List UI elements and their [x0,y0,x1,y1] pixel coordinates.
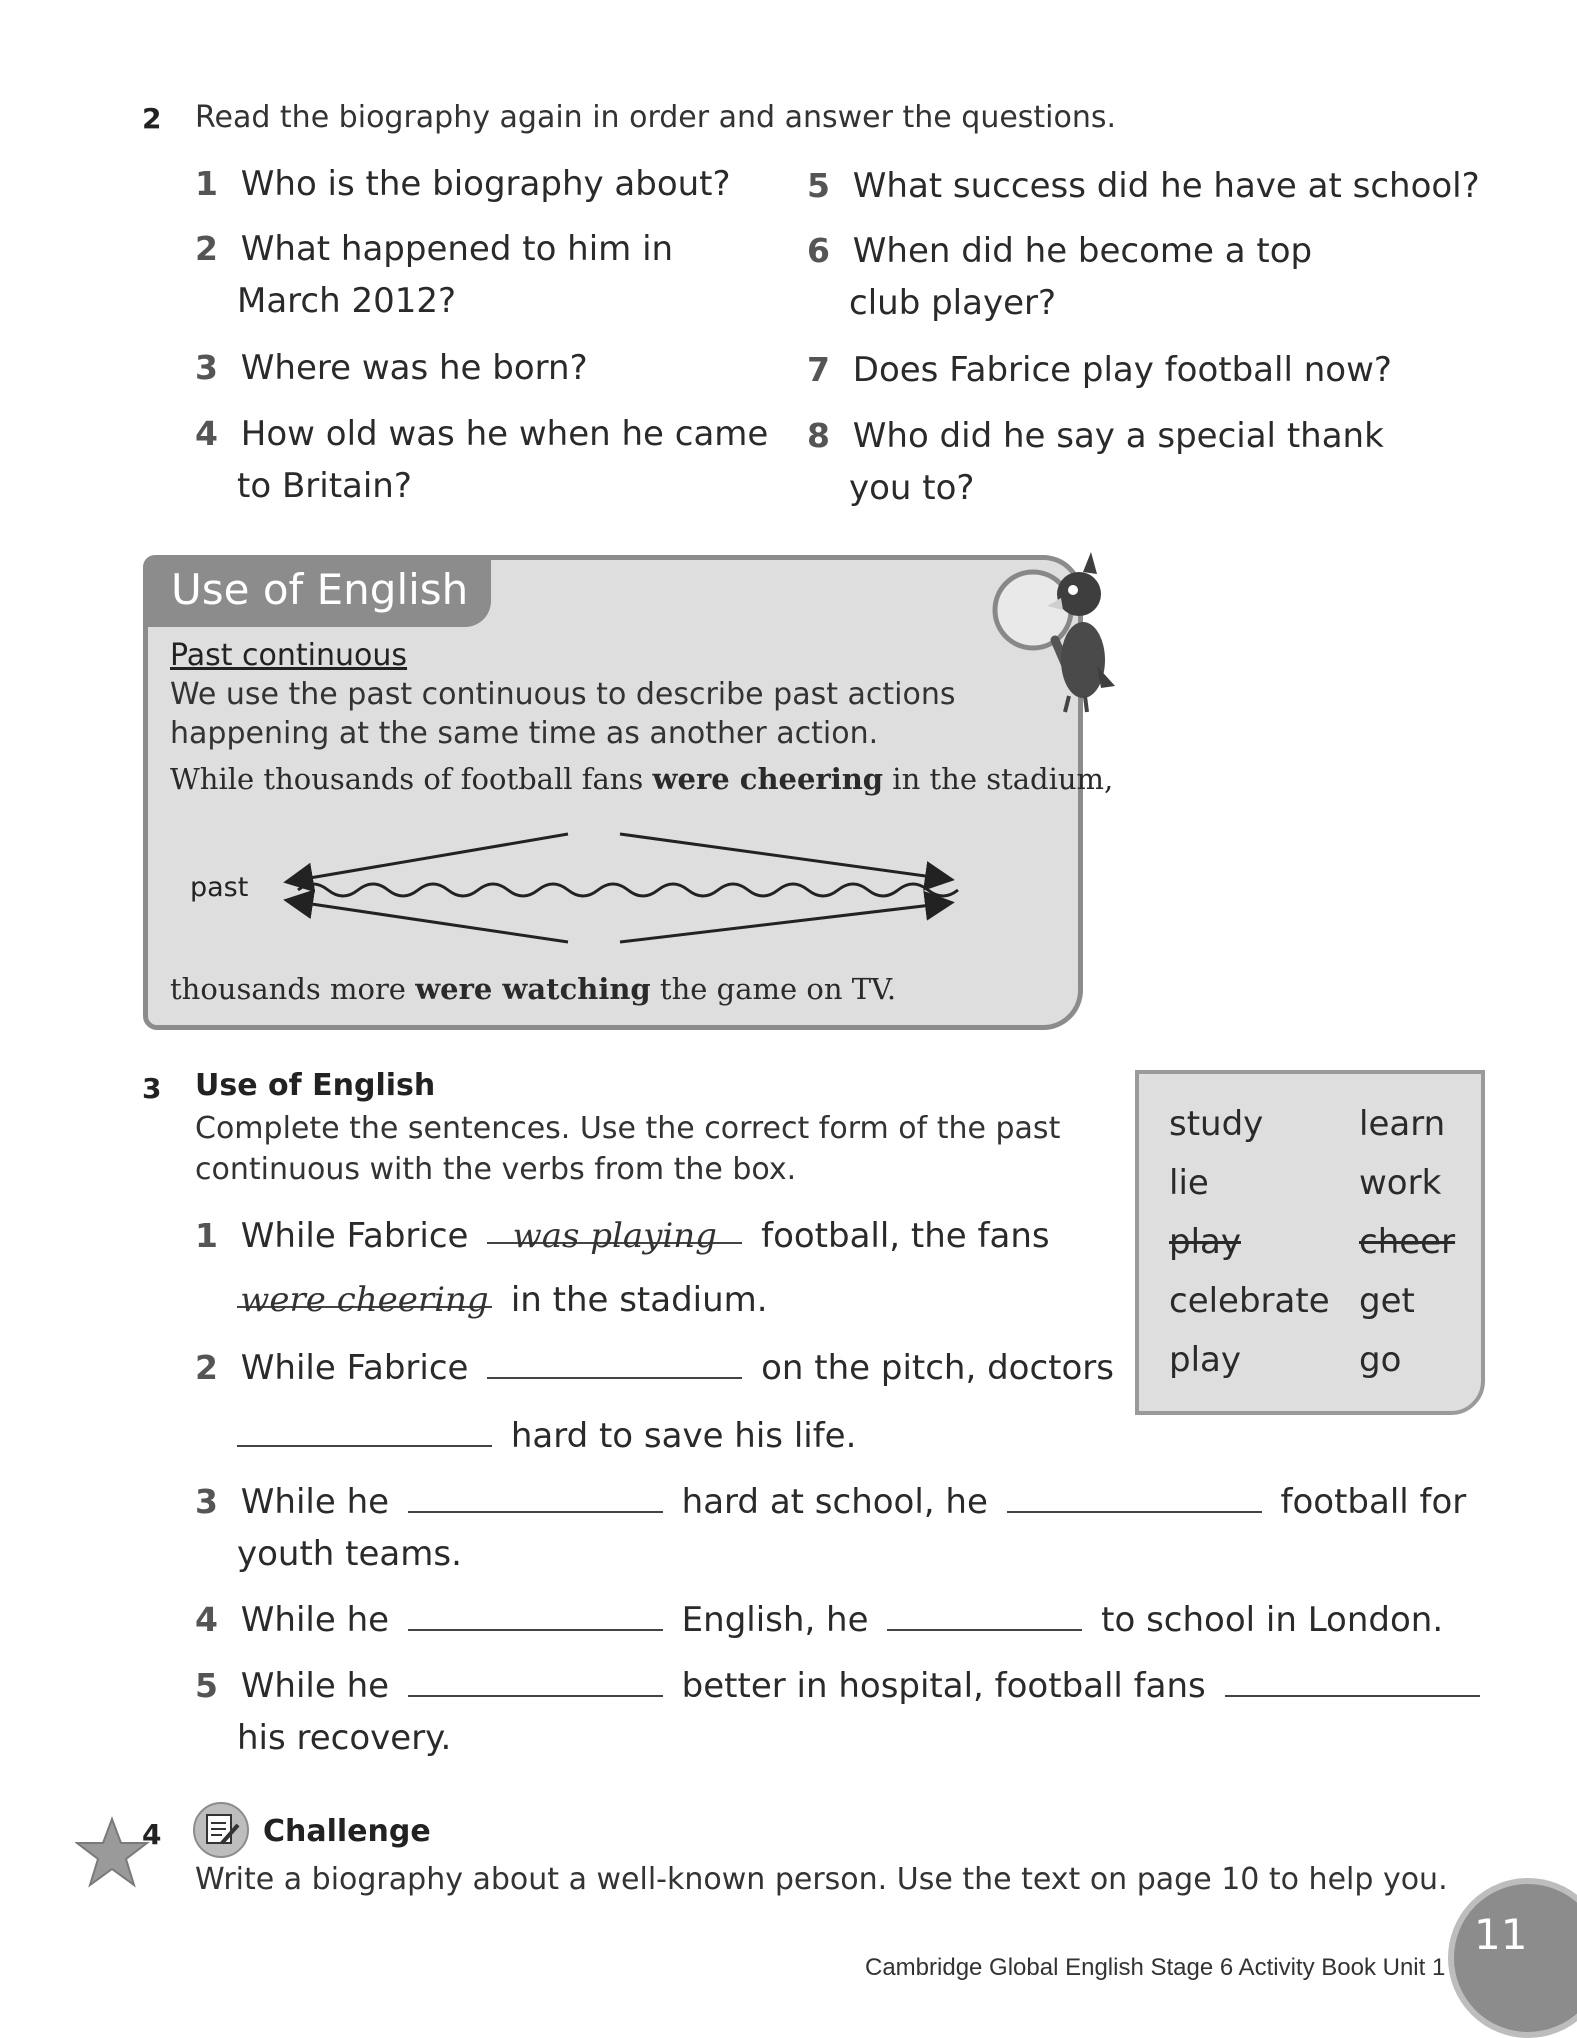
exercise-4-instruction: Write a biography about a well-known person. Use the text on page 10 to help you. [195,1862,1448,1897]
question-text-line2: you to? [849,468,975,508]
notepad-pencil-icon [192,1801,250,1859]
sentence-5-line2 [237,1712,451,1764]
answer-blank[interactable] [887,1597,1082,1631]
question-text: What success did he have at school? [852,166,1480,206]
sentence-text: better in hospital, football fans [681,1666,1206,1706]
page-number-tab [1448,1878,1577,2038]
sentence-text: While Fabrice [240,1216,469,1256]
word: go [1359,1340,1402,1380]
answer-blank[interactable] [487,1345,742,1379]
word: study [1169,1104,1264,1144]
example-sentence-line1 [170,762,1113,796]
word-crossed-out: play [1169,1222,1241,1262]
exercise-4-title: Challenge [263,1814,431,1849]
sentence-number: 5 [195,1666,218,1705]
page-number: 11 [1474,1910,1528,1959]
sentence-number: 4 [195,1600,218,1639]
question-text: Does Fabrice play football now? [852,350,1392,390]
question-number: 2 [195,229,218,268]
example-bold-verb: were watching [415,972,651,1006]
question-8 [807,410,1384,514]
question-5 [807,160,1480,212]
word: lie [1169,1163,1209,1203]
question-7 [807,344,1392,396]
sentence-2 [195,1342,1114,1394]
answer-blank[interactable] [1007,1479,1262,1513]
word-crossed-out: cheer [1359,1222,1456,1262]
question-number: 6 [807,231,830,270]
use-of-english-tab-title: Use of English [171,565,469,614]
word: celebrate [1169,1281,1330,1321]
footer-text: Cambridge Global English Stage 6 Activity Book Unit 1 [865,1954,1446,1981]
answer-blank[interactable] [1225,1663,1480,1697]
example-text: in the stadium, [883,762,1114,796]
exercise-3-instruction-line1: Complete the sentences. Use the correct form of the past [195,1111,1061,1146]
sentence-4 [195,1594,1443,1646]
sentence-text: his recovery. [237,1718,452,1758]
question-number: 1 [195,164,218,203]
question-1 [195,158,731,210]
question-4 [195,408,768,512]
exercise-2-instruction: Read the biography again in order and answer the questions. [195,100,1117,135]
example-text: thousands more [170,972,416,1006]
sentence-text: While he [240,1600,390,1640]
question-3 [195,342,588,394]
word: learn [1359,1104,1446,1144]
question-text: Who is the biography about? [240,164,731,204]
sentence-text: on the pitch, doctors [761,1348,1114,1388]
sentence-number: 1 [195,1216,218,1255]
answer-blank[interactable] [408,1479,663,1513]
exercise-3-instruction-line2: continuous with the verbs from the box. [195,1152,797,1187]
sentence-3 [195,1476,1466,1528]
question-2 [195,223,673,327]
sentence-text: to school in London. [1101,1600,1444,1640]
sentence-text: hard to save his life. [510,1416,857,1456]
question-text: What happened to him in [240,229,674,269]
sentence-text: football for [1280,1482,1467,1522]
answer-blank-filled[interactable]: were cheering [237,1274,492,1308]
question-text-line2: March 2012? [237,281,457,321]
use-of-english-tab [143,555,491,627]
sentence-text: English, he [681,1600,869,1640]
question-number: 8 [807,416,830,455]
past-continuous-description-line1: We use the past continuous to describe past actions [170,677,956,712]
question-text-line2: to Britain? [237,466,412,506]
past-continuous-heading: Past continuous [170,638,408,673]
star-icon [75,1815,150,1890]
word: play [1169,1340,1241,1380]
verb-word-box [1135,1070,1485,1415]
answer-blank-filled[interactable]: was playing [487,1210,742,1244]
question-text: How old was he when he came [240,414,769,454]
sentence-text: While Fabrice [240,1348,469,1388]
word: get [1359,1281,1415,1321]
parrot-magnifier-icon [985,548,1125,718]
timeline-past-label: past [190,872,249,903]
question-6 [807,225,1312,329]
sentence-text: While he [240,1482,390,1522]
question-number: 5 [807,166,830,205]
sentence-5 [195,1660,1480,1712]
answer-blank[interactable] [237,1413,492,1447]
sentence-1-line2 [237,1274,768,1326]
sentence-text: in the stadium. [510,1280,768,1320]
question-text: Where was he born? [240,348,588,388]
sentence-number: 2 [195,1348,218,1387]
example-text: the game on TV. [650,972,897,1006]
word: work [1359,1163,1442,1203]
question-text-line2: club player? [849,283,1057,323]
exercise-4-number: 4 [142,1818,162,1851]
question-text: When did he become a top [852,231,1313,271]
exercise-2-number: 2 [142,102,162,135]
question-number: 7 [807,350,830,389]
sentence-text: While he [240,1666,390,1706]
timeline-diagram [280,822,960,952]
sentence-2-line2 [237,1410,856,1462]
sentence-text: hard at school, he [681,1482,988,1522]
exercise-3-number: 3 [142,1072,162,1105]
example-text: While thousands of football fans [170,762,653,796]
sentence-3-line2 [237,1528,462,1580]
sentence-text: youth teams. [237,1534,462,1574]
question-number: 4 [195,414,218,453]
question-text: Who did he say a special thank [852,416,1384,456]
answer-blank[interactable] [408,1597,663,1631]
answer-blank[interactable] [408,1663,663,1697]
example-sentence-line2 [170,972,896,1006]
example-bold-verb: were cheering [652,762,884,796]
past-continuous-description-line2: happening at the same time as another action. [170,716,879,751]
sentence-number: 3 [195,1482,218,1521]
sentence-1 [195,1210,1050,1262]
question-number: 3 [195,348,218,387]
sentence-text: football, the fans [761,1216,1050,1256]
exercise-3-title: Use of English [195,1068,436,1103]
